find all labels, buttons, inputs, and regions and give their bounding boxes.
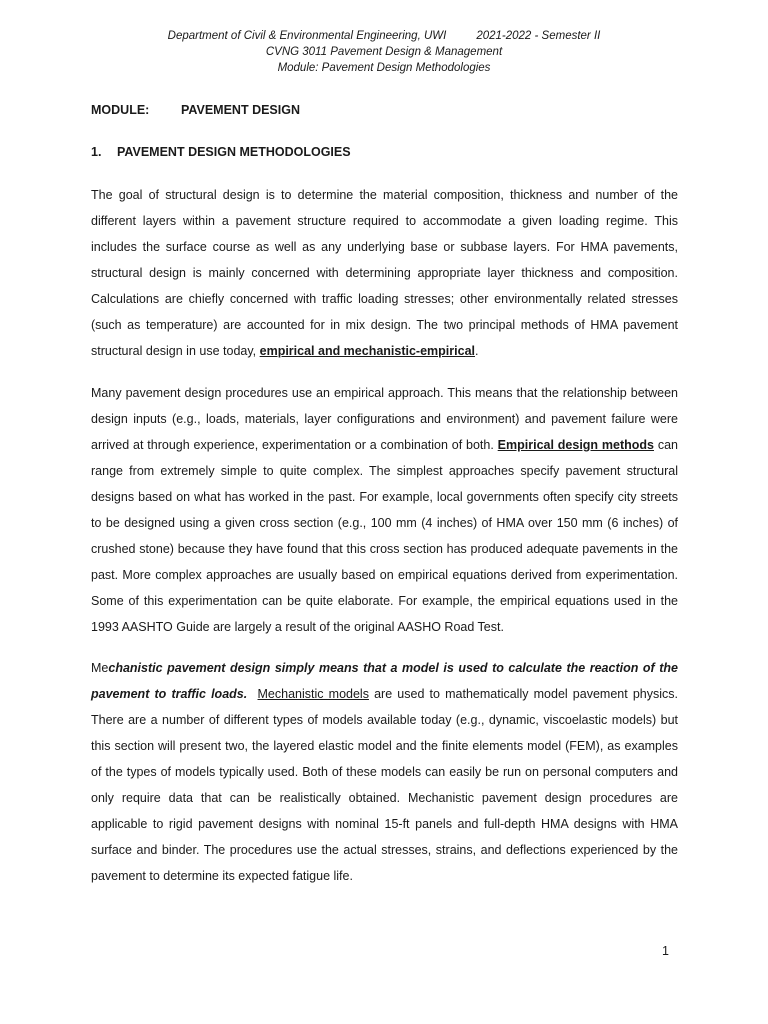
paragraph1-text: The goal of structural design is to determine the material composition, thickness and number of the different layers within a pavement structure required to accommodate a given loading regime. This includes the surface course as well as any underlying base or subbase layers. For HMA pavements, structural design is mainly concerned with determining appropriate layer thickness and composition. Calculations are chiefly concerned with traffic loading stresses; other environmentally related stresses (such as temperature) are accounted for in mix design. The two principal methods of HMA pavement structural design in use today, — [91, 188, 678, 358]
paragraph3-lead-plain: Me — [91, 661, 109, 675]
paragraph-empirical — [91, 380, 678, 640]
section-number: 1. — [91, 145, 102, 159]
paragraph1-emphasis: empirical and mechanistic-empirical — [259, 344, 475, 358]
header-module: Module: Pavement Design Methodologies — [277, 62, 491, 74]
paragraph3-gap — [247, 687, 257, 701]
module-title: PAVEMENT DESIGN — [181, 103, 300, 117]
paragraph3-emphasis: Mechanistic models — [257, 687, 369, 701]
header-department: Department of Civil & Environmental Engineering, UWI — [167, 30, 447, 42]
page-header — [0, 28, 768, 76]
module-label: MODULE: — [91, 103, 150, 117]
page-number: 1 — [662, 944, 669, 958]
header-line-1 — [0, 28, 768, 44]
module-heading — [91, 103, 300, 117]
section-title: PAVEMENT DESIGN METHODOLOGIES — [117, 145, 351, 159]
paragraph3-lead-bold-italic: chanistic pavement design simply means that a model is used to calculate the reaction of the pavement to traffic loads. — [91, 661, 678, 701]
paragraph1-end: . — [475, 344, 479, 358]
paragraph-mechanistic — [91, 655, 678, 889]
header-term: 2021-2022 - Semester II — [476, 30, 601, 42]
paragraph2-text-b: can range from extremely simple to quite complex. The simplest approaches specify pavement structural designs based on what has worked in the past. For example, local governments often specify city streets to be designed using a given cross section (e.g., 100 mm (4 inches) of HMA over 150 mm (6 inches) of crushed stone) because they have found that this cross section has produced adequate pavements in the past. More complex approaches are usually based on empirical equations derived from experimentation. Some of this experimentation can be quite elaborate. For example, the empirical equations used in the 1993 AASHTO Guide are largely a result of the original AASHO Road Test. — [91, 438, 678, 634]
section-heading — [91, 145, 351, 159]
paragraph2-emphasis: Empirical design methods — [497, 438, 654, 452]
paragraph3-text: are used to mathematically model pavement physics. There are a number of different types of models available today (e.g., dynamic, viscoelastic models) but this section will present two, the layered elastic model and the finite elements model (FEM), as examples of the types of models typically used. Both of these models can easily be run on personal computers and only require data that can be realistically obtained. Mechanistic pavement design procedures are applicable to rigid pavement designs with nominal 15-ft panels and full-depth HMA designs with HMA surface and binder. The procedures use the actual stresses, strains, and deflections experienced by the pavement to determine its expected fatigue life. — [91, 687, 679, 883]
paragraph-structural-design — [91, 182, 678, 364]
header-course: CVNG 3011 Pavement Design & Management — [265, 46, 503, 58]
paragraph2-text-a: Many pavement design procedures use an empirical approach. This means that the relationship between design inputs (e.g., loads, materials, layer configurations and environment) and pavement failure were arrived at through experience, experimentation or a combination of both. — [91, 386, 678, 452]
